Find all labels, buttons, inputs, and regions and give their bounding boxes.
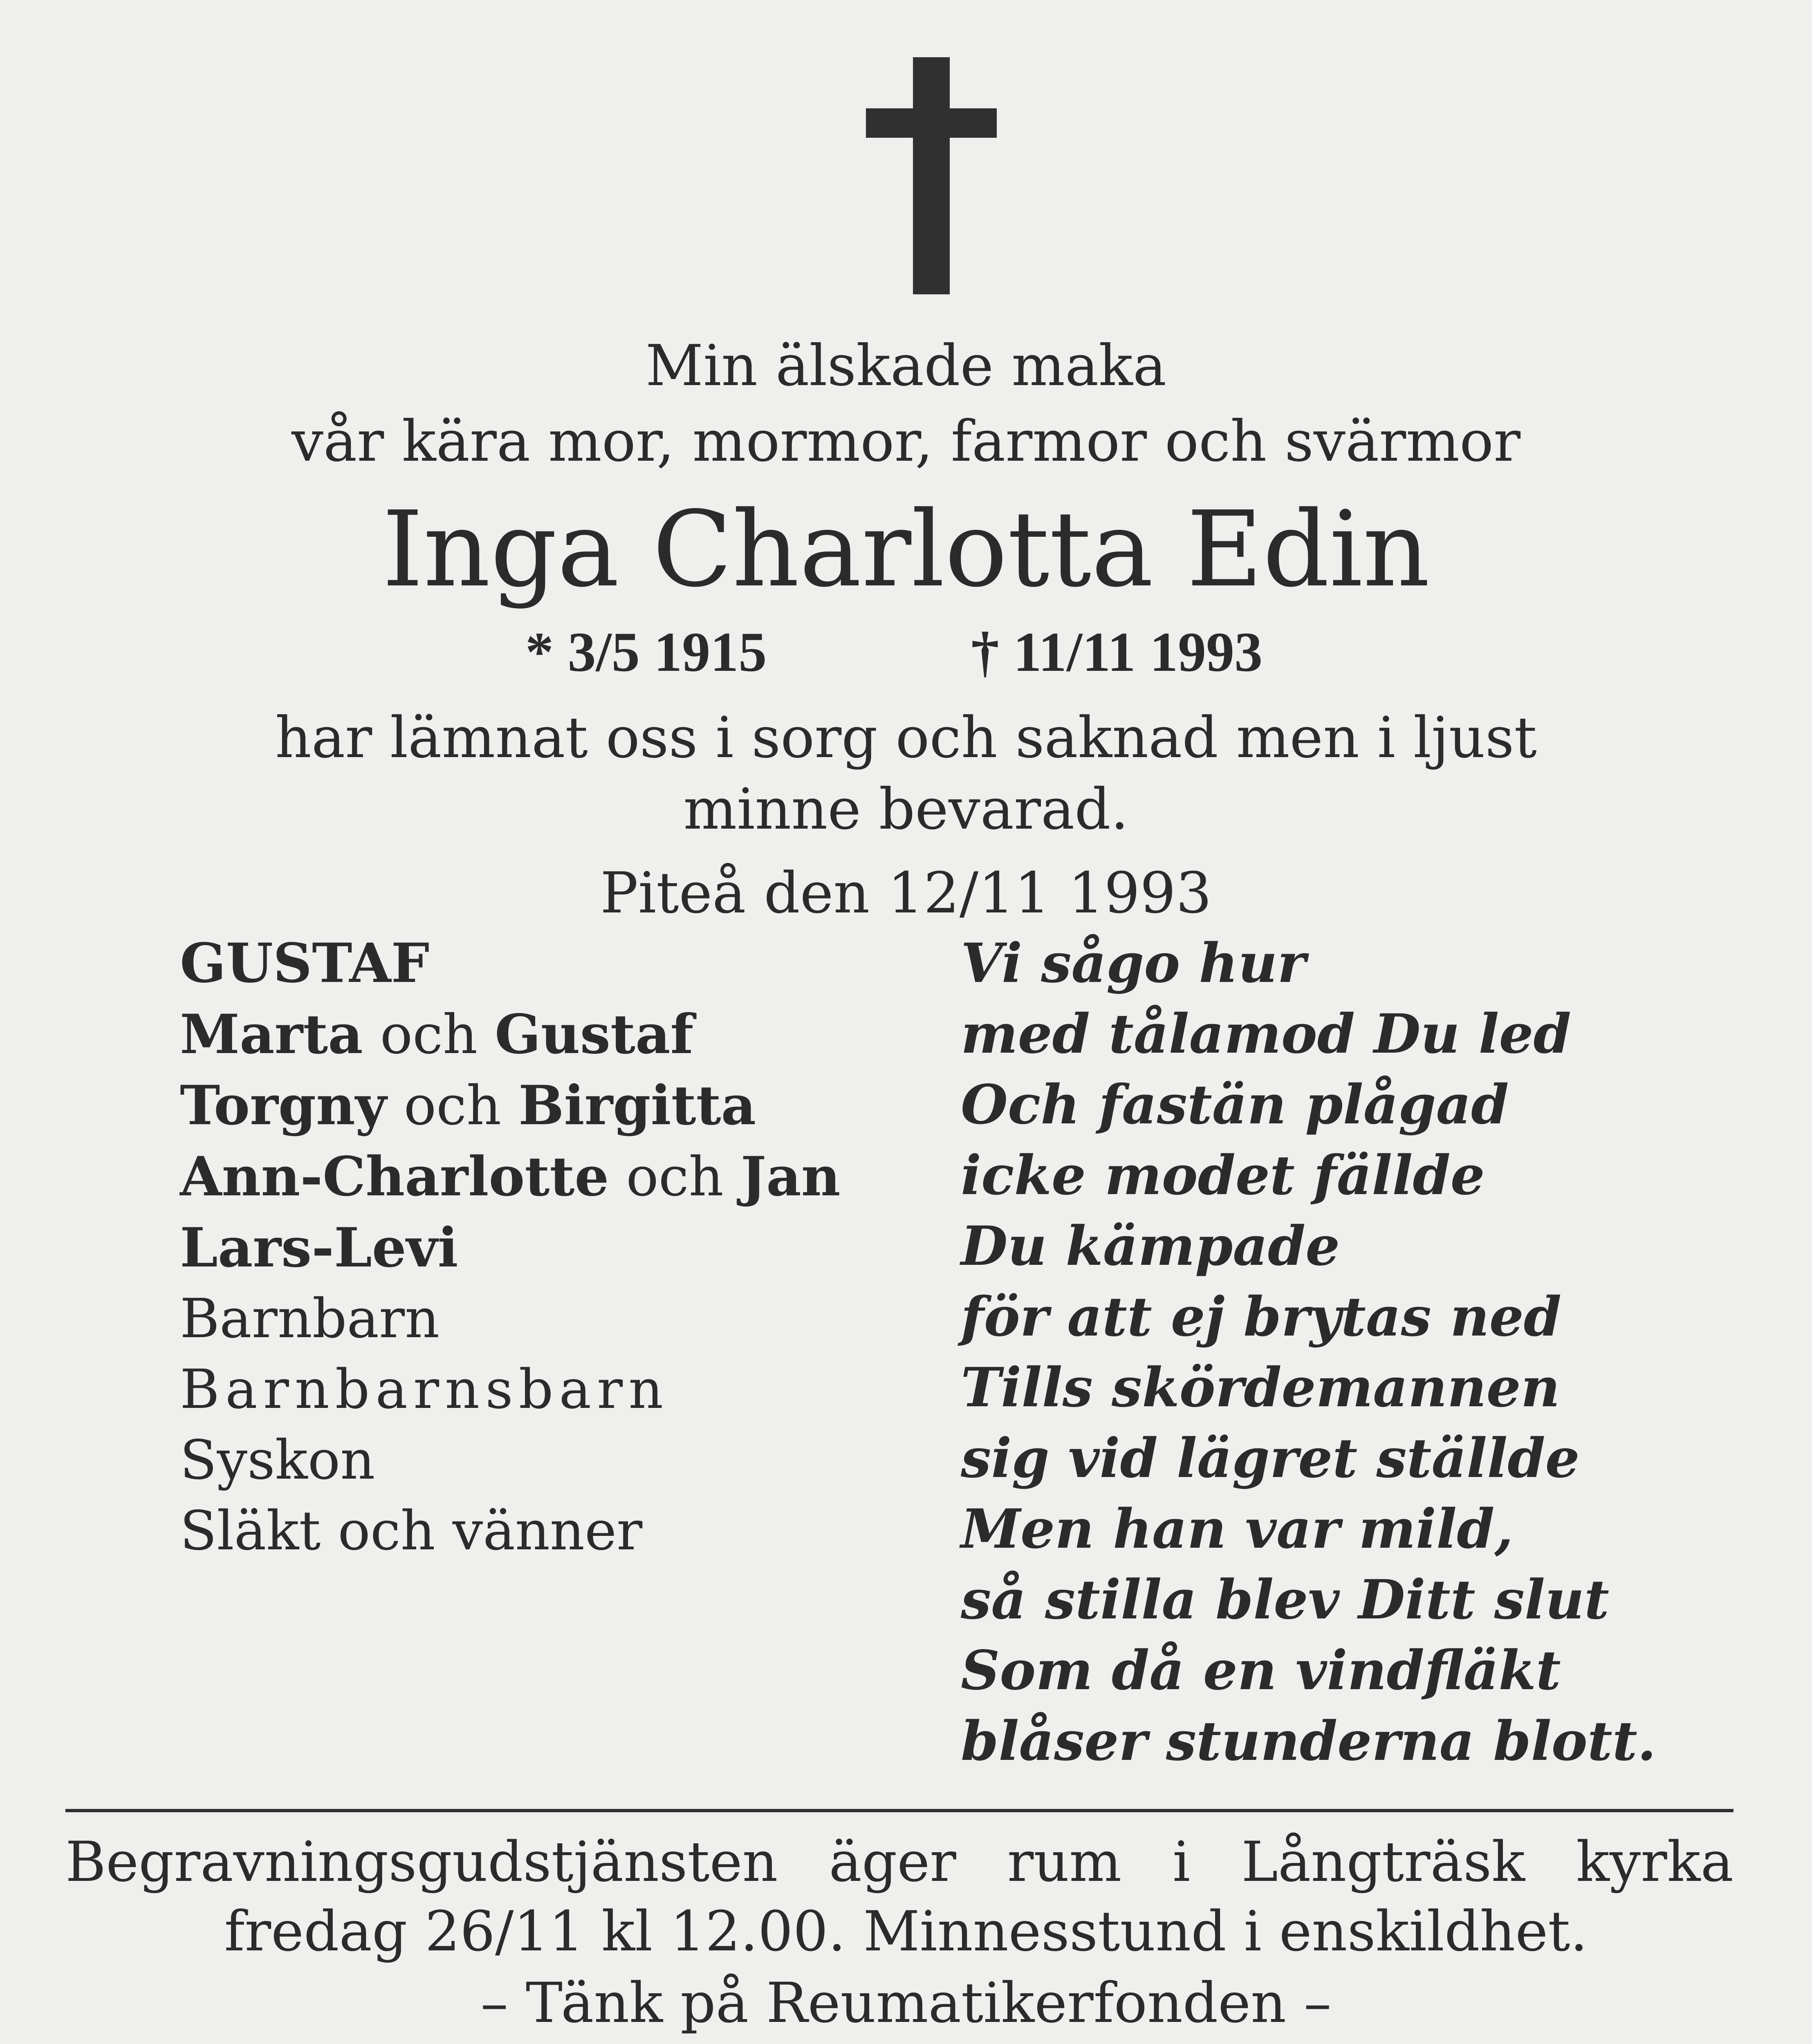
charity-note: – Tänk på Reumatikerfonden –: [480, 1971, 1332, 2035]
relative-row: Släkt och vänner: [180, 1499, 643, 1562]
mourner-row: Torgny och Birgitta: [180, 1074, 756, 1137]
poem-line: med tålamod Du led: [961, 1002, 1571, 1066]
intro-line-2: vår kära mor, mormor, farmor och svärmor: [291, 408, 1521, 474]
relative-row: Barnbarnsbarn: [180, 1358, 669, 1421]
birth-date: * 3/5 1915: [525, 621, 767, 683]
poem-line: för att ej brytas ned: [961, 1285, 1562, 1349]
poem-line: icke modet fällde: [961, 1144, 1485, 1207]
divider: [65, 1809, 1734, 1812]
death-date: † 11/11 1993: [971, 621, 1263, 683]
cross-icon: [866, 57, 997, 294]
poem-line: Tills skördemannen: [961, 1356, 1560, 1419]
poem-line: så stilla blev Ditt slut: [961, 1568, 1609, 1632]
poem-line: Du kämpade: [961, 1215, 1340, 1278]
funeral-info-line-2: fredag 26/11 kl 12.00. Minnesstund i enskildhet.: [224, 1899, 1588, 1963]
place-date: Piteå den 12/11 1993: [600, 860, 1212, 926]
mourner-row: Marta och Gustaf: [180, 1003, 694, 1066]
mourner-row: GUSTAF: [180, 932, 430, 995]
poem: [961, 928, 1656, 1777]
message-line-1: har lämnat oss i sorg och saknad men i ljust: [275, 705, 1537, 771]
message-line-2: minne bevarad.: [683, 776, 1129, 842]
poem-line: Men han var mild,: [961, 1497, 1514, 1561]
mourner-row: Lars-Levi: [180, 1216, 458, 1280]
relative-row: Barnbarn: [180, 1287, 440, 1350]
intro-line-1: Min älskade maka: [645, 333, 1167, 399]
poem-line: Och fastän plågad: [961, 1073, 1509, 1136]
poem-line: Vi sågo hur: [961, 932, 1306, 995]
mourners-list: [180, 928, 957, 1567]
relative-row: Syskon: [180, 1429, 375, 1492]
poem-line: Som då en vindfläkt: [961, 1639, 1561, 1702]
mourner-row: Ann-Charlotte och Jan: [180, 1145, 841, 1208]
deceased-name: Inga Charlotta Edin: [382, 489, 1430, 610]
poem-line: sig vid lägret ställde: [961, 1427, 1580, 1490]
funeral-info-line-1: Begravningsgudstjänsten äger rum i Långträsk kyrka: [65, 1830, 1734, 1894]
poem-line: blåser stunderna blott.: [961, 1710, 1656, 1773]
